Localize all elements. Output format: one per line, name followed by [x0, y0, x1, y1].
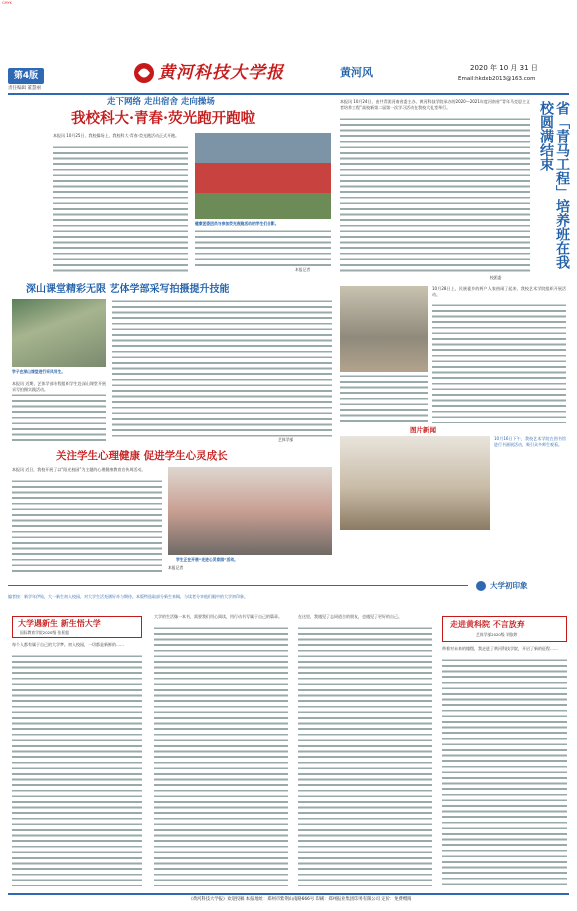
editor-label: 责任编辑 董慧丽: [8, 86, 41, 91]
essay-author: 国际教育学院2020级 张景超: [20, 630, 69, 635]
article-body: [12, 393, 106, 441]
article-lead: 本报讯 近日，我校开展了以“阳光校园”为主题的心理健康教育宣传周活动。: [12, 467, 146, 472]
article-byline: 校团委: [490, 275, 502, 280]
article-body: [340, 117, 530, 275]
footer-text: 《黄河科技大学报》欢迎投稿 本报地址：郑州市紫荆山南路666号 印刷：郑州报业集团印务有限公司 定价：免费赠阅: [188, 897, 412, 902]
editor-note: 编者按：新学年伊始，大一新生初入校园，对大学生活充满好奇与期待。本版特选取部分新生来稿，与读者分享他们眼中的大学初印象。: [8, 594, 248, 599]
article-photo: [12, 299, 106, 367]
essay-body-cont: [154, 626, 288, 886]
article-body: [53, 145, 188, 273]
photo-caption: 学生正在开展“走进心灵家园”活动。: [176, 557, 238, 562]
article-title: 关注学生心理健康 促进学生心灵成长: [56, 450, 228, 462]
article-mental-health: [8, 447, 335, 577]
photo-caption: 健康团委团员与参加荧光夜跑活动的学生们合影。: [195, 221, 279, 226]
article-body-cont: [340, 374, 428, 424]
cmyk-mark: CMYK: [2, 1, 12, 5]
essay-author: 艺体学部2020级 刘依婷: [476, 632, 518, 637]
section-name: 黄河风: [340, 66, 373, 79]
article-run-event: [47, 97, 335, 277]
essay-body-cont: [442, 658, 567, 886]
article-byline: 艺体学部: [278, 437, 294, 442]
essay-body-cont: [12, 654, 142, 886]
photo-news-image: [340, 436, 490, 530]
page-number-badge: 第4版: [8, 68, 44, 84]
masthead-title: 黄河科技大学报: [158, 63, 284, 83]
article-lead: 本报讯 近期，艺体学部专程组织学生赴深山课堂开展采写拍摄实践活动。: [12, 381, 106, 392]
article-body-cont: [195, 229, 331, 267]
essay-title: 大学遇新生 新生悟大学: [18, 619, 101, 628]
issue-date: 2020 年 10 月 31 日: [470, 64, 538, 72]
email: Email:hkdxb2013@163.com: [458, 76, 536, 82]
photo-news-caption: 10月16日下午，我校艺术学院在图书馆进行书画展活动，吸引众多师生观看。: [494, 436, 566, 447]
article-mountain-class: [8, 281, 335, 443]
essay-body-cont: [298, 626, 432, 886]
section-banner: [8, 580, 569, 592]
article-byline: 本报记者: [168, 565, 184, 570]
photo-news-label: 图片新闻: [410, 426, 436, 434]
article-lead: 本报讯 10月24日，由共青团河南省委主办、黄河科技学院承办的2020—2021年度河南省“青年马克思主义者培养工程”高校新第二届第一次学习活动在我校大礼堂举行。: [340, 99, 530, 110]
header-rule: [8, 93, 569, 95]
article-title: 省「青马工程」培养班在我校圆满结束: [538, 101, 570, 269]
article-lead: 10月28日上，民族霍乡的两户人家热闹了起来，我校艺术学院组织开展活动。: [432, 286, 566, 297]
essay-4: [440, 610, 569, 890]
essay-title: 走进黄科院 不言放弃: [450, 620, 525, 629]
essay-3: [296, 610, 436, 890]
footer-rule: [8, 893, 569, 895]
article-title: 我校科大·青春·荧光跑开跑啦: [71, 110, 256, 127]
article-photo: [195, 133, 331, 219]
article-qingma: [340, 97, 569, 281]
article-photo: [168, 467, 332, 555]
article-title: 深山课堂精彩无限 艺体学部采写拍摄提升技能: [26, 284, 230, 295]
article-body: [432, 303, 566, 423]
essay-body: 在这里，我遇见了志同道合的朋友，也遇见了更好的自己。: [298, 614, 402, 619]
article-photo: [340, 286, 428, 372]
essay-1: [8, 610, 148, 890]
article-body-cont: [112, 299, 332, 437]
photo-caption: 学子在深山课堂进行采风写生。: [12, 369, 66, 374]
essay-2: [152, 610, 292, 890]
article-ethnic-village: [340, 284, 569, 532]
essay-body: 大学的生活像一本书，需要我们用心阅读，用行动书写属于自己的篇章。: [154, 614, 282, 619]
essay-body: 带着对未来的憧憬，我走进了黄河科技学院，开启了新的征程……: [442, 646, 558, 651]
section-label: 大学初印象: [490, 581, 528, 590]
article-body: [12, 479, 162, 575]
article-lead: 本报讯 10月25日，我校操场上，我校科大·青春·荧光跑活动正式开跑。: [53, 133, 179, 138]
globe-icon: [476, 581, 486, 591]
essay-body: 每个人都有属于自己的大学梦。初入校园，一切都是新鲜的……: [12, 642, 124, 647]
masthead-logo: [132, 60, 322, 86]
article-byline: 本报记者: [295, 267, 311, 272]
article-kicker: 走下网络 走出宿舍 走向操场: [107, 97, 215, 107]
